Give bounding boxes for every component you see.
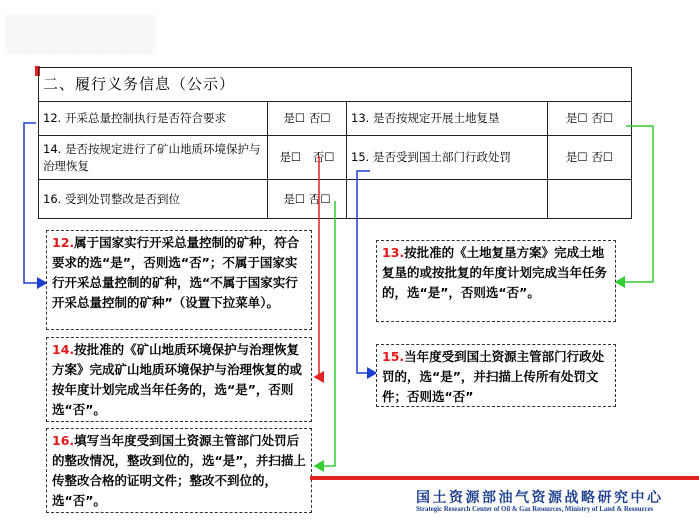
note-16 — [46, 428, 312, 513]
arrow-16 — [315, 201, 335, 466]
organization-name-en: Strategic Research Center of Oil & Gas Resources, Ministry of Land & Resources — [416, 506, 654, 513]
note-12-number: 12. — [52, 235, 75, 250]
item-13-label: 13. 是否按规定开展土地复垦 — [347, 102, 548, 136]
note-14-number: 14. — [52, 342, 75, 357]
item-16-label: 16. 受到处罚整改是否到位 — [39, 180, 268, 219]
footer-red-bar — [310, 476, 699, 480]
item-15-yes-no[interactable]: 是☐ 否☐ — [548, 136, 632, 180]
arrow-12 — [24, 123, 46, 283]
arrow-13 — [616, 126, 653, 282]
note-14 — [46, 337, 312, 422]
note-16-number: 16. — [52, 433, 75, 448]
section-title: 二、履行义务信息（公示） — [39, 68, 632, 102]
organization-name-cn: 国土资源部油气资源战略研究中心 — [416, 490, 664, 506]
note-12 — [46, 230, 312, 330]
note-14-text: 按批准的《矿山地质环境保护与治理恢复方案》完成矿山地质环境保护与治理恢复的或按年度计划完成当年任务的，选“是”，否则选“否”。 — [52, 342, 303, 417]
item-14-yes-no[interactable]: 是☐ 否☐ — [268, 136, 347, 180]
note-15-number: 15. — [382, 349, 405, 364]
item-14-label: 14. 是否按规定进行了矿山地质环境保护与治理恢复 — [39, 136, 268, 180]
note-16-text: 填写当年度受到国土资源主管部门处罚后的整改情况，整改到位的，选“是”，并扫描上传整改合格的证明文件；整改不到位的，选“否”。 — [52, 433, 306, 508]
arrow-14 — [315, 156, 319, 377]
note-15-text: 当年度受到国土资源主管部门行政处罚的，选“是”，并扫描上传所有处罚文件；否则选“否” — [382, 349, 605, 404]
item-12-yes-no[interactable]: 是☐ 否☐ — [268, 102, 347, 136]
note-13 — [376, 240, 616, 322]
item-15-label: 15. 是否受到国土部门行政处罚 — [347, 136, 548, 180]
arrow-15 — [357, 171, 376, 373]
item-12-label: 12. 开采总量控制执行是否符合要求 — [39, 102, 268, 136]
note-12-text: 属于国家实行开采总量控制的矿种，符合要求的选“是”，否则选“否”；不属于国家实行开采总量控制的矿种，选“不属于国家实行开采总量控制的矿种”（设置下拉菜单）。 — [52, 235, 300, 310]
note-15 — [376, 344, 616, 407]
note-13-number: 13. — [382, 245, 405, 260]
item-16-yes-no[interactable]: 是☐ 否☐ — [268, 180, 347, 219]
item-13-yes-no[interactable]: 是☐ 否☐ — [548, 102, 632, 136]
note-13-text: 按批准的《土地复垦方案》完成土地复垦的或按批复的年度计划完成当年任务的，选“是”，否则选“否”。 — [382, 245, 608, 300]
